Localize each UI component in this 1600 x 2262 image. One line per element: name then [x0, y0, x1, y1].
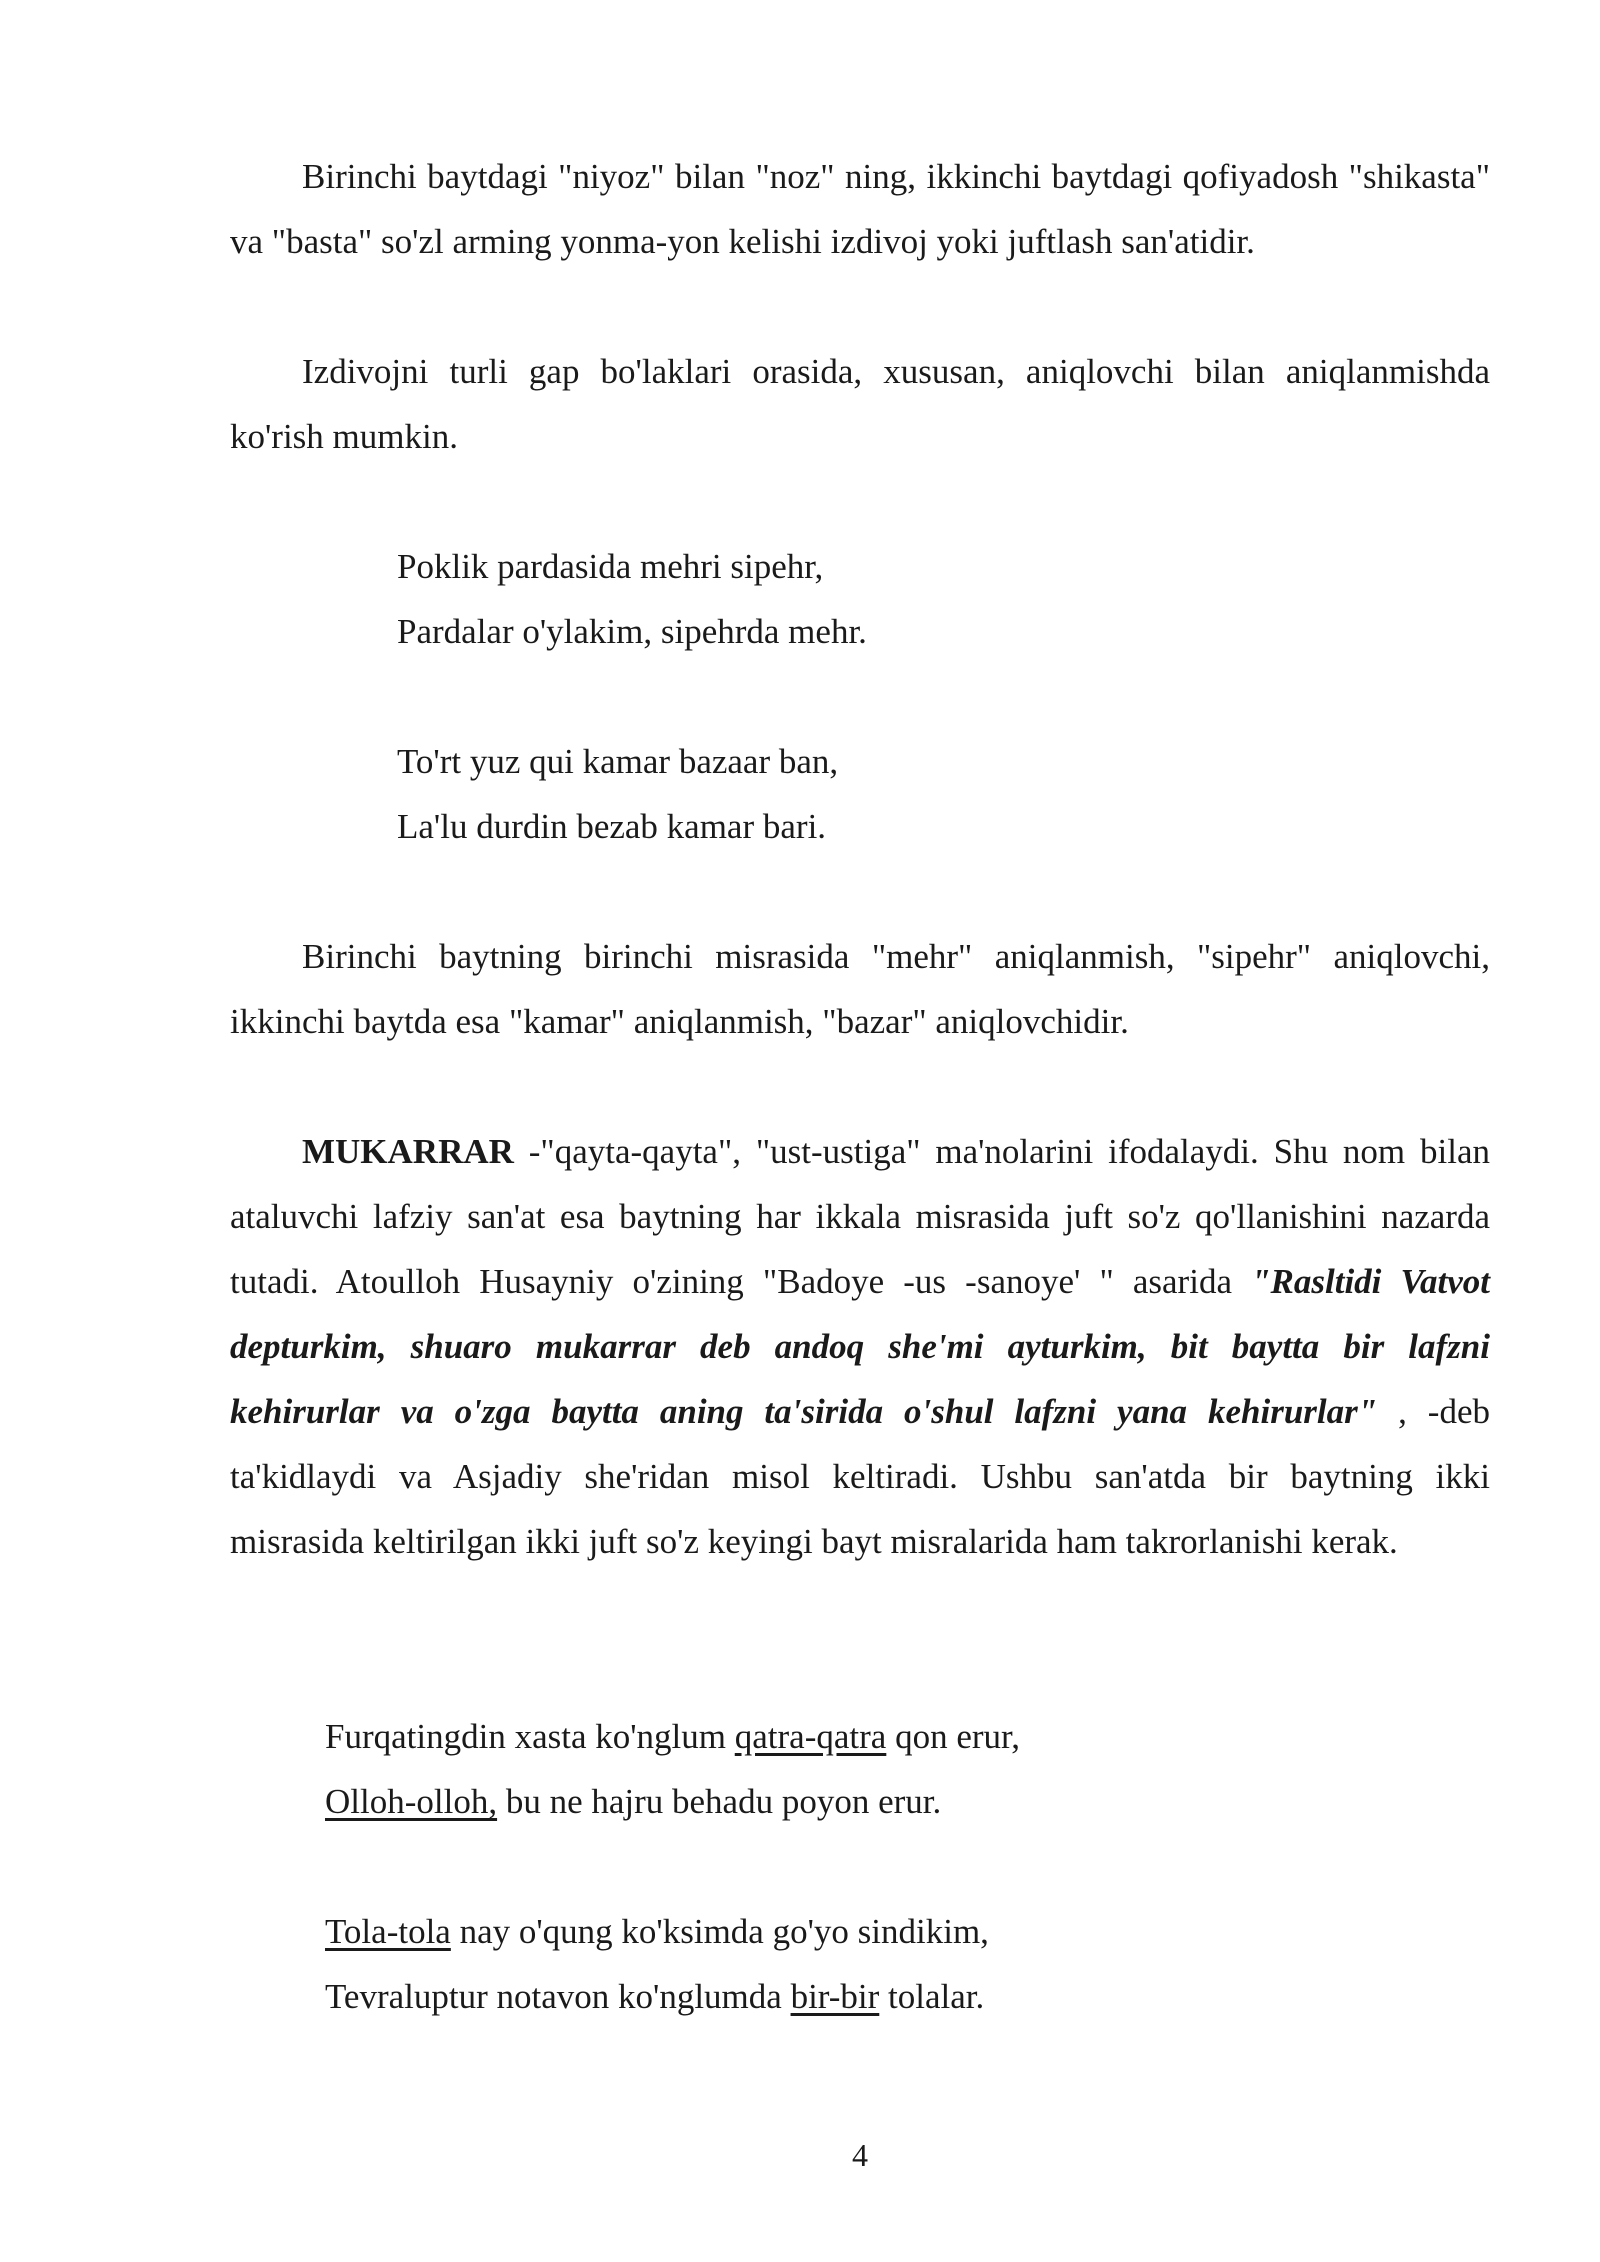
- paragraph-text: Birinchi baytning birinchi misrasida "mehr" aniqlanmish, "sipehr" aniqlovchi, ikkinchi baytda esa "kamar" aniqlanmish, "bazar" aniqlovchidir.: [230, 937, 1490, 1041]
- poem-line: [325, 1899, 989, 1964]
- paragraph-text-b: , -deb ta'kidlaydi va Asjadiy she'ridan misol keltiradi. Ushbu san'atda bir baytning ikki misrasida keltirilgan ikki juft so'z keyingi bayt misralarida ham takrorlanishi kerak.: [230, 1392, 1490, 1561]
- underlined-word: Olloh-olloh,: [325, 1782, 498, 1821]
- poem-4: [325, 1899, 989, 2029]
- paragraph-2: [230, 339, 1490, 469]
- poem-2: [397, 729, 838, 859]
- paragraph-1: [230, 144, 1490, 274]
- quote-text: "Rasltidi Vatvot depturkim, shuaro mukarrar deb andoq she'mi ayturkim, bit baytta bir lafzni kehirurlar va o'zga baytta aning ta'sirida o'shul lafzni yana kehirurlar": [230, 1262, 1490, 1431]
- poem-3: [325, 1704, 1020, 1834]
- poem-line: [325, 1769, 1020, 1834]
- poem-line: [325, 1704, 1020, 1769]
- poem-text: tolalar.: [879, 1977, 985, 2016]
- underlined-word: Tola-tola: [325, 1912, 451, 1951]
- paragraph-mukarrar: [230, 1119, 1490, 1574]
- term-mukarrar: MUKARRAR: [302, 1132, 514, 1171]
- underlined-word: bir-bir: [790, 1977, 880, 2016]
- poem-text: Tevraluptur notavon ko'nglumda: [325, 1977, 791, 2016]
- poem-1: [397, 534, 867, 664]
- poem-text: nay o'qung ko'ksimda go'yo sindikim,: [450, 1912, 989, 1951]
- underlined-word: qatra-qatra: [734, 1717, 887, 1756]
- paragraph-3: [230, 924, 1490, 1054]
- page-number: 4: [852, 2137, 868, 2173]
- poem-line: Poklik pardasida mehri sipehr,: [397, 547, 824, 586]
- poem-line: Pardalar o'ylakim, sipehrda mehr.: [397, 612, 867, 651]
- poem-line: La'lu durdin bezab kamar bari.: [397, 807, 827, 846]
- poem-line: [325, 1964, 989, 2029]
- poem-text: Furqatingdin xasta ko'nglum: [325, 1717, 735, 1756]
- paragraph-text: Birinchi baytdagi "niyoz" bilan "noz" ning, ikkinchi baytdagi qofiyadosh "shikasta" va "basta" so'zl arming yonma-yon kelishi izdivoj yoki juftlash san'atidir.: [230, 157, 1490, 261]
- paragraph-text: Izdivojni turli gap bo'laklari orasida, xususan, aniqlovchi bilan aniqlanmishda ko'rish mumkin.: [230, 352, 1490, 456]
- poem-text: qon erur,: [886, 1717, 1021, 1756]
- paragraph-text: [230, 1119, 1490, 1574]
- paragraph-text-a: -"qayta-qayta", "ust-ustiga" ma'nolarini ifodalaydi. Shu nom bilan ataluvchi lafziy san'at esa baytning har ikkala misrasida juft so'z qo'llanishini nazarda tutadi. Atoulloh Husayniy o'zining "Badoye -us -sanoye' " asarida: [230, 1132, 1490, 1301]
- poem-text: bu ne hajru behadu poyon erur.: [497, 1782, 942, 1821]
- poem-line: To'rt yuz qui kamar bazaar ban,: [397, 742, 839, 781]
